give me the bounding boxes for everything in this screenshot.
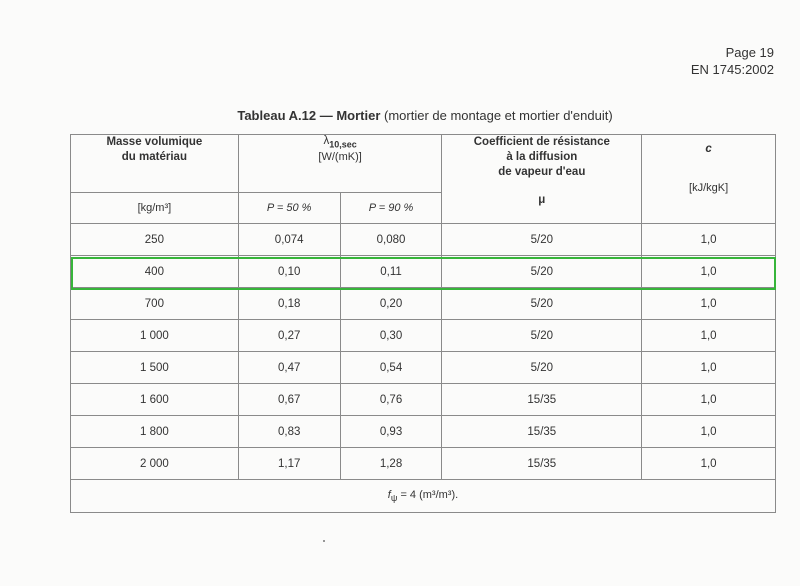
header-p50: P = 50 % xyxy=(238,193,340,224)
table-row xyxy=(71,416,776,448)
cell-p50: 0,10 xyxy=(238,256,340,288)
lambda-unit: [W/(mK)] xyxy=(318,151,362,164)
cell-density: 2 000 xyxy=(71,448,239,480)
header-mu xyxy=(442,135,642,224)
header-c-symbol: c xyxy=(705,143,712,155)
cell-density: 700 xyxy=(71,288,239,320)
footnote-text: = 4 (m³/m³). xyxy=(397,488,459,501)
cell-p90: 0,080 xyxy=(340,224,442,256)
cell-p50: 0,27 xyxy=(238,320,340,352)
cell-p90: 0,93 xyxy=(340,416,442,448)
cell-p50: 0,074 xyxy=(238,224,340,256)
scan-dot xyxy=(323,540,325,542)
table-footnote xyxy=(71,480,776,513)
cell-p50: 0,18 xyxy=(238,288,340,320)
table-row xyxy=(71,384,776,416)
header-mu-line1: Coefficient de résistance xyxy=(473,136,610,148)
cell-mu: 5/20 xyxy=(442,352,642,384)
cell-mu: 15/35 xyxy=(442,384,642,416)
cell-p50: 0,67 xyxy=(238,384,340,416)
cell-c: 1,0 xyxy=(642,224,776,256)
cell-mu: 5/20 xyxy=(442,288,642,320)
lambda-symbol: λ xyxy=(323,135,330,147)
page-number: Page 19 xyxy=(725,45,774,60)
header-density xyxy=(71,135,239,193)
cell-density: 400 xyxy=(71,256,239,288)
cell-p50: 1,17 xyxy=(238,448,340,480)
cell-c: 1,0 xyxy=(642,448,776,480)
cell-mu: 5/20 xyxy=(442,320,642,352)
cell-p90: 0,76 xyxy=(340,384,442,416)
material-table xyxy=(70,134,776,513)
cell-p90: 0,30 xyxy=(340,320,442,352)
footnote-subscript: ψ xyxy=(390,493,398,504)
header-density-line1: Masse volumique xyxy=(106,136,203,148)
table-caption xyxy=(0,108,800,123)
header-density-unit: [kg/m³] xyxy=(71,193,239,224)
cell-p50: 0,47 xyxy=(238,352,340,384)
cell-mu: 5/20 xyxy=(442,224,642,256)
header-mu-line3: de vapeur d'eau xyxy=(498,166,586,178)
table-row xyxy=(71,320,776,352)
cell-c: 1,0 xyxy=(642,288,776,320)
cell-p50: 0,83 xyxy=(238,416,340,448)
cell-mu: 15/35 xyxy=(442,416,642,448)
cell-density: 1 000 xyxy=(71,320,239,352)
table-row xyxy=(71,352,776,384)
cell-c: 1,0 xyxy=(642,416,776,448)
cell-mu: 5/20 xyxy=(442,256,642,288)
header-lambda xyxy=(238,135,442,193)
standard-reference: EN 1745:2002 xyxy=(690,62,774,77)
cell-density: 1 600 xyxy=(71,384,239,416)
header-c-unit: [kJ/kgK] xyxy=(689,182,729,194)
cell-mu: 15/35 xyxy=(442,448,642,480)
cell-p90: 1,28 xyxy=(340,448,442,480)
table-row xyxy=(71,224,776,256)
footnote-symbol: f xyxy=(387,488,391,501)
caption-title: Tableau A.12 — Mortier xyxy=(237,108,381,123)
page-header xyxy=(691,44,774,78)
header-p90: P = 90 % xyxy=(340,193,442,224)
table-row xyxy=(71,288,776,320)
cell-c: 1,0 xyxy=(642,256,776,288)
header-c xyxy=(642,135,776,224)
header-mu-symbol: μ xyxy=(538,194,546,206)
cell-p90: 0,54 xyxy=(340,352,442,384)
cell-density: 1 500 xyxy=(71,352,239,384)
cell-p90: 0,20 xyxy=(340,288,442,320)
highlight-box xyxy=(71,257,776,290)
table-row xyxy=(71,448,776,480)
cell-density: 250 xyxy=(71,224,239,256)
cell-c: 1,0 xyxy=(642,320,776,352)
cell-c: 1,0 xyxy=(642,352,776,384)
lambda-subscript: 10,sec xyxy=(329,139,357,150)
cell-density: 1 800 xyxy=(71,416,239,448)
cell-c: 1,0 xyxy=(642,384,776,416)
cell-p90: 0,11 xyxy=(340,256,442,288)
caption-subtitle: (mortier de montage et mortier d'enduit) xyxy=(384,108,613,123)
header-mu-line2: à la diffusion xyxy=(506,151,578,163)
header-density-line2: du matériau xyxy=(121,151,187,163)
